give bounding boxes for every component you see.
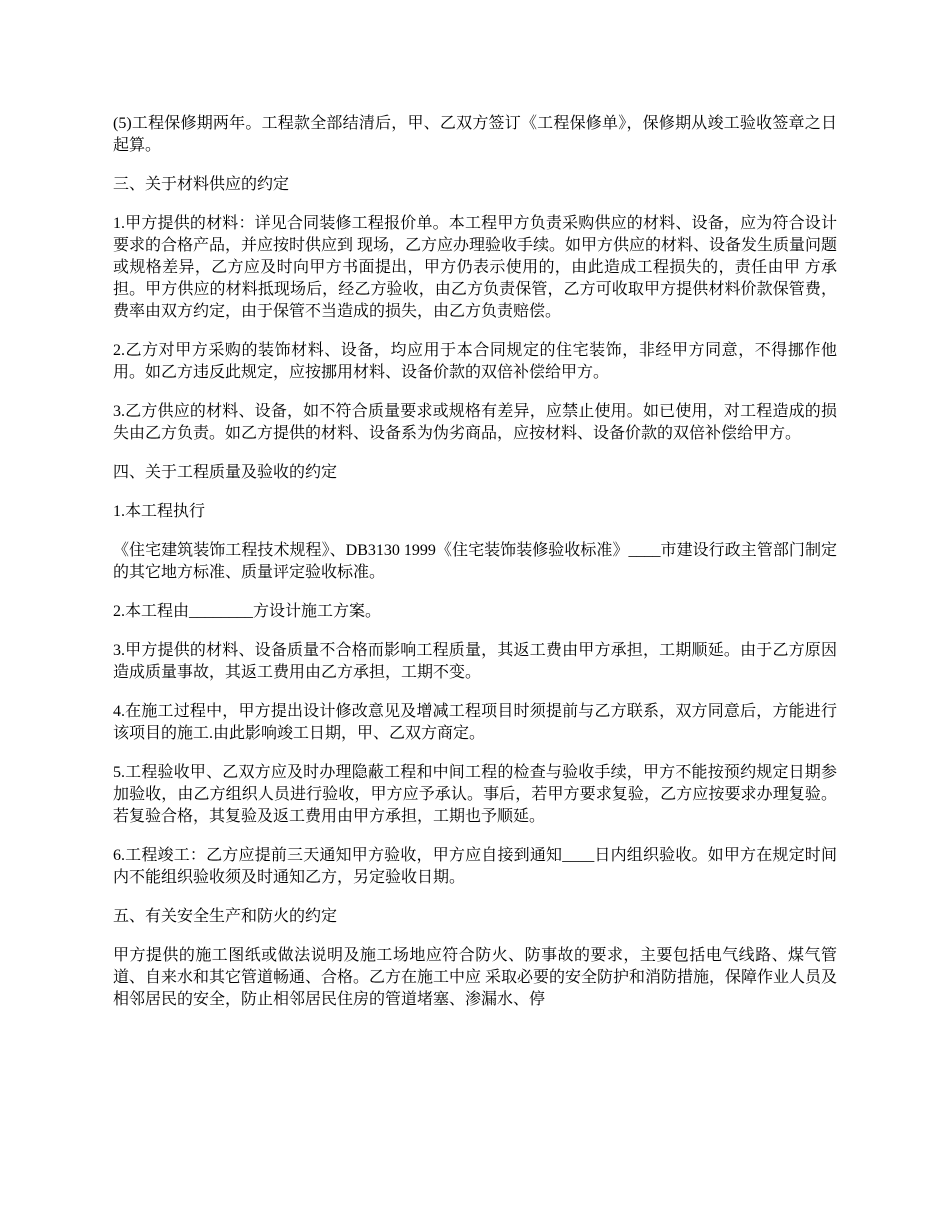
paragraph-quality-4: 4.在施工过程中，甲方提出设计修改意见及增减工程项目时须提前与乙方联系，双方同意后，方能进行该项目的施工.由此影响竣工日期，甲、乙双方商定。 (113, 703, 837, 742)
document-body (113, 113, 837, 1028)
paragraph-quality-standards: 《住宅建筑装饰工程技术规程》、DB3130 1999《住宅装饰装修验收标准》____市建设行政主管部门制定的其它地方标准、质量评定验收标准。 (113, 542, 837, 581)
section-heading-material-supply: 三、关于材料供应的约定 (113, 176, 290, 193)
paragraph-material-supply-2: 2.乙方对甲方采购的装饰材料、设备，均应用于本合同规定的住宅装饰，非经甲方同意，不得挪作他用。如乙方违反此规定，应按挪用材料、设备价款的双倍补偿给甲方。 (113, 342, 837, 381)
paragraph-material-supply-3: 3.乙方供应的材料、设备，如不符合质量要求或规格有差异，应禁止使用。如已使用，对工程造成的损失由乙方负责。如乙方提供的材料、设备系为伪劣商品，应按材料、设备价款的双倍补偿给甲方。 (113, 403, 837, 442)
section-heading-safety-fire: 五、有关安全生产和防火的约定 (113, 908, 338, 925)
paragraph-warranty-period: (5)工程保修期两年。工程款全部结清后，甲、乙双方签订《工程保修单》，保修期从竣工验收签章之日起算。 (113, 115, 837, 154)
paragraph-quality-2: 2.本工程由________方设计施工方案。 (113, 603, 382, 620)
paragraph-safety-1: 甲方提供的施工图纸或做法说明及施工场地应符合防火、防事故的要求，主要包括电气线路、煤气管道、自来水和其它管道畅通、合格。乙方在施工中应 采取必要的安全防护和消防措施，保障作业人员及相邻居民的安全，防止相邻居民住房的管道堵塞、渗漏水、停 (113, 947, 838, 1008)
paragraph-quality-3: 3.甲方提供的材料、设备质量不合格而影响工程质量，其返工费由甲方承担，工期顺延。由于乙方原因造成质量事故，其返工费用由乙方承担，工期不变。 (113, 642, 837, 681)
paragraph-quality-1: 1.本工程执行 (113, 503, 206, 520)
paragraph-quality-5: 5.工程验收甲、乙双方应及时办理隐蔽工程和中间工程的检查与验收手续，甲方不能按预约规定日期参加验收，由乙方组织人员进行验收，甲方应予承认。事后，若甲方要求复验，乙方应按要求办理复验。若复验合格，其复验及返工费用由甲方承担，工期也予顺延。 (113, 764, 837, 825)
paragraph-material-supply-1: 1.甲方提供的材料：详见合同装修工程报价单。本工程甲方负责采购供应的材料、设备，应为符合设计要求的合格产品，并应按时供应到 现场，乙方应办理验收手续。如甲方供应的材料、设备发生质量问题或规格差异，乙方应及时向甲方书面提出，甲方仍表示使用的，由此造成工程损失的，责任由甲 方承担。甲方供应的材料抵现场后，经乙方验收，由乙方负责保管，乙方可收取甲方提供材料价款保管费，费率由双方约定，由于保管不当造成的损失，由乙方负责赔偿。 (113, 215, 838, 320)
paragraph-quality-6: 6.工程竣工：乙方应提前三天通知甲方验收，甲方应自接到通知____日内组织验收。如甲方在规定时间内不能组织验收须及时通知乙方，另定验收日期。 (113, 847, 837, 886)
section-heading-quality-acceptance: 四、关于工程质量及验收的约定 (113, 464, 338, 481)
